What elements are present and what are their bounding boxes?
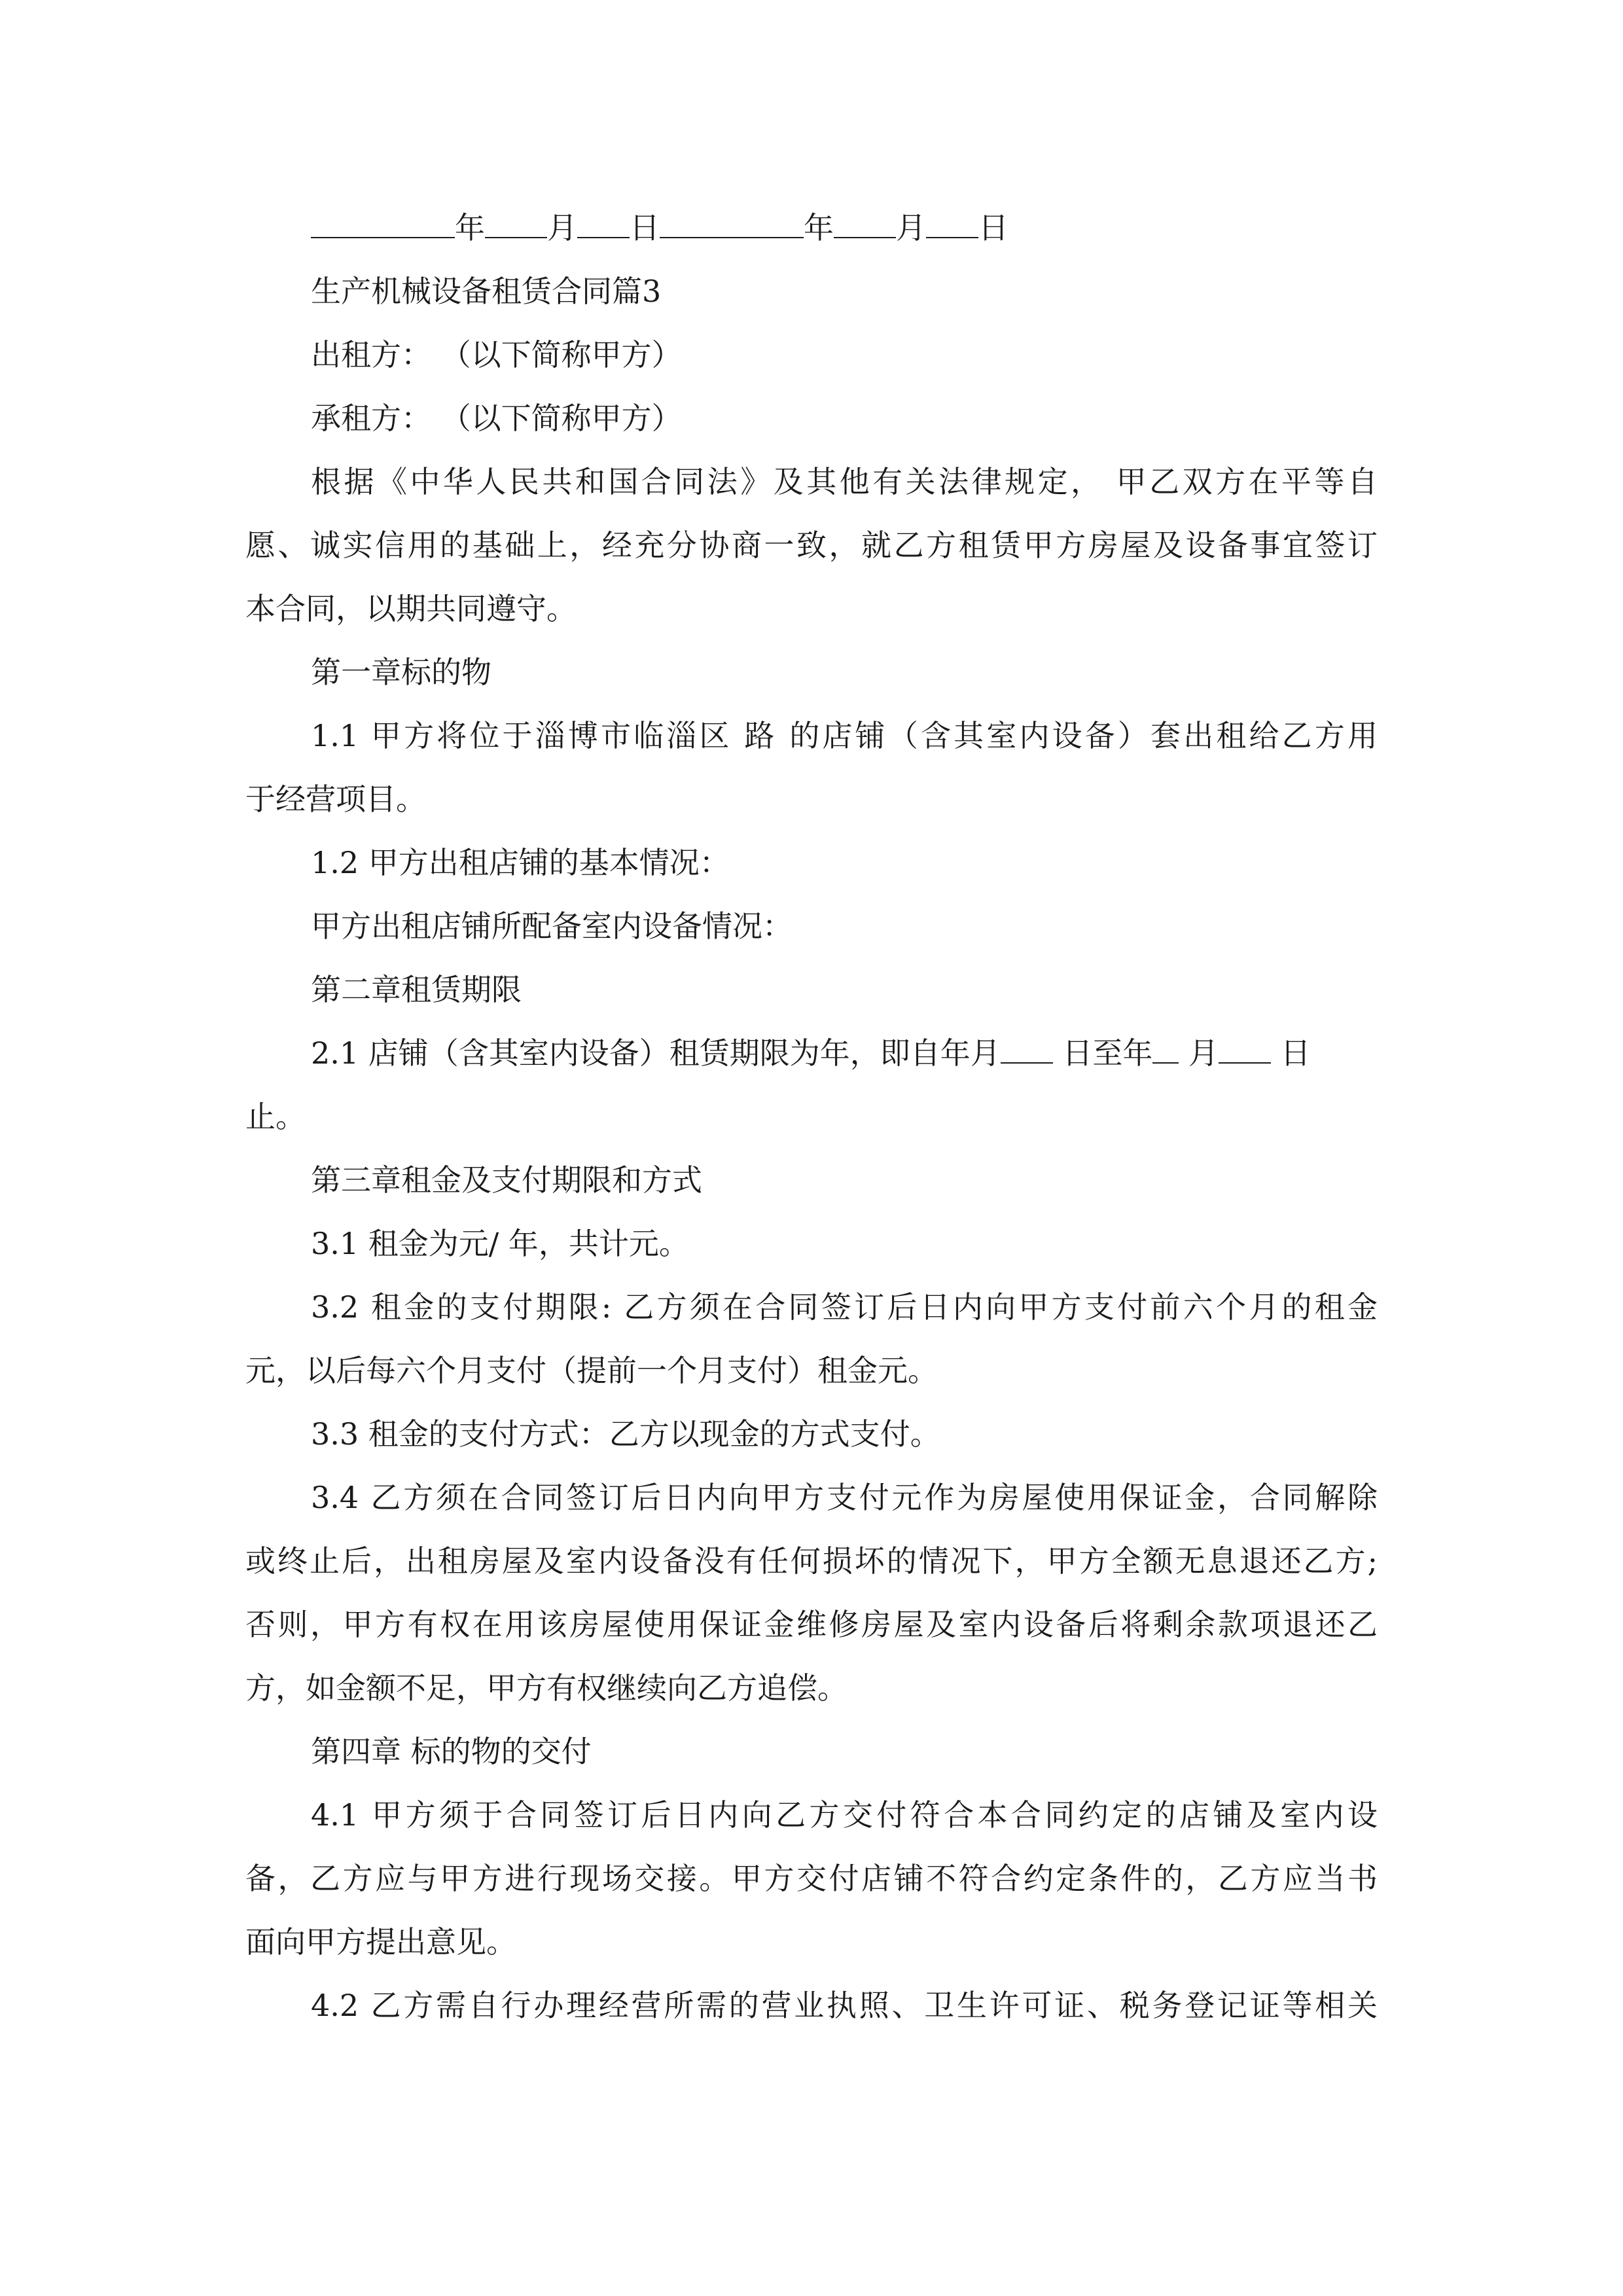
- clause-line: 1.2 甲方出租店铺的基本情况：: [311, 845, 730, 880]
- chapter-heading: 第二章租赁期限: [311, 972, 522, 1007]
- clause-line: [245, 1022, 1378, 1085]
- blank-field: [577, 211, 630, 238]
- preamble-line: 根据《中华人民共和国合同法》及其他有关法律规定， 甲乙双方在平等自: [311, 464, 1378, 499]
- clause-line: 或终止后，出租房屋及室内设备没有任何损坏的情况下，甲方全额无息退还乙方;: [245, 1543, 1378, 1579]
- preamble-line: 愿、诚实信用的基础上，经充分协商一致，就乙方租赁甲方房屋及设备事宜签订: [245, 528, 1378, 563]
- blank-field: [926, 211, 978, 238]
- chapter-heading: 第一章标的物: [311, 655, 491, 690]
- clause-text: 月: [1188, 1035, 1219, 1071]
- date-year-label: 年: [455, 210, 485, 245]
- clause-line: 于经营项目。: [245, 781, 426, 817]
- clause-line: 方，如金额不足，甲方有权继续向乙方追偿。: [245, 1670, 847, 1706]
- clause-line: 备，乙方应与甲方进行现场交接。甲方交付店铺不符合约定条件的，乙方应当书: [245, 1861, 1378, 1896]
- clause-line: 否则，甲方有权在用该房屋使用保证金维修房屋及室内设备后将剩余款项退还乙: [245, 1607, 1378, 1642]
- clause-line: 3.4 乙方须在合同签订后日内向甲方支付元作为房屋使用保证金，合同解除: [311, 1480, 1378, 1515]
- document-title: 生产机械设备租赁合同篇3: [311, 274, 662, 309]
- clause-line: 甲方出租店铺所配备室内设备情况：: [311, 908, 793, 944]
- blank-field: [1219, 1036, 1271, 1064]
- chapter-heading: 第四章 标的物的交付: [311, 1734, 592, 1769]
- preamble-line: 本合同，以期共同遵守。: [245, 591, 577, 626]
- lessee-line: 承租方： （以下简称甲方）: [311, 401, 682, 436]
- date-month-label: 月: [896, 210, 926, 245]
- clause-line: 1.1 甲方将位于淄博市临淄区 路 的店铺（含其室内设备）套出租给乙方用: [311, 718, 1378, 753]
- clause-text: 日至年: [1062, 1035, 1153, 1071]
- clause-line: 面向甲方提出意见。: [245, 1924, 516, 1960]
- clause-line: 3.3 租金的支付方式：乙方以现金的方式支付。: [311, 1416, 940, 1452]
- date-day-label: 日: [630, 210, 660, 245]
- lessor-line: 出租方： （以下简称甲方）: [311, 337, 682, 372]
- clause-line: 止。: [245, 1099, 306, 1134]
- date-year-label: 年: [804, 210, 834, 245]
- contract-body: [245, 196, 1378, 2037]
- clause-line: 4.2 乙方需自行办理经营所需的营业执照、卫生许可证、税务登记证等相关: [311, 1988, 1378, 2023]
- chapter-heading: 第三章租金及支付期限和方式: [311, 1162, 702, 1198]
- clause-line: 3.1 租金为元/ 年，共计元。: [311, 1226, 689, 1261]
- date-day-label: 日: [978, 210, 1008, 245]
- blank-field: [485, 211, 547, 238]
- blank-field: [311, 211, 455, 238]
- blank-field: [1001, 1036, 1053, 1064]
- blank-field: [1152, 1036, 1179, 1064]
- date-month-label: 月: [547, 210, 577, 245]
- clause-line: 4.1 甲方须于合同签订后日内向乙方交付符合本合同约定的店铺及室内设: [311, 1797, 1378, 1833]
- blank-field: [660, 211, 804, 238]
- blank-field: [834, 211, 896, 238]
- clause-text: 日: [1280, 1035, 1311, 1071]
- signature-date-line: [245, 196, 1378, 260]
- clause-text: 2.1 店铺（含其室内设备）租赁期限为年，即自年月: [311, 1035, 1001, 1071]
- clause-line: 元，以后每六个月支付（提前一个月支付）租金元。: [245, 1353, 938, 1388]
- clause-line: 3.2 租金的支付期限: 乙方须在合同签订后日内向甲方支付前六个月的租金: [311, 1289, 1378, 1325]
